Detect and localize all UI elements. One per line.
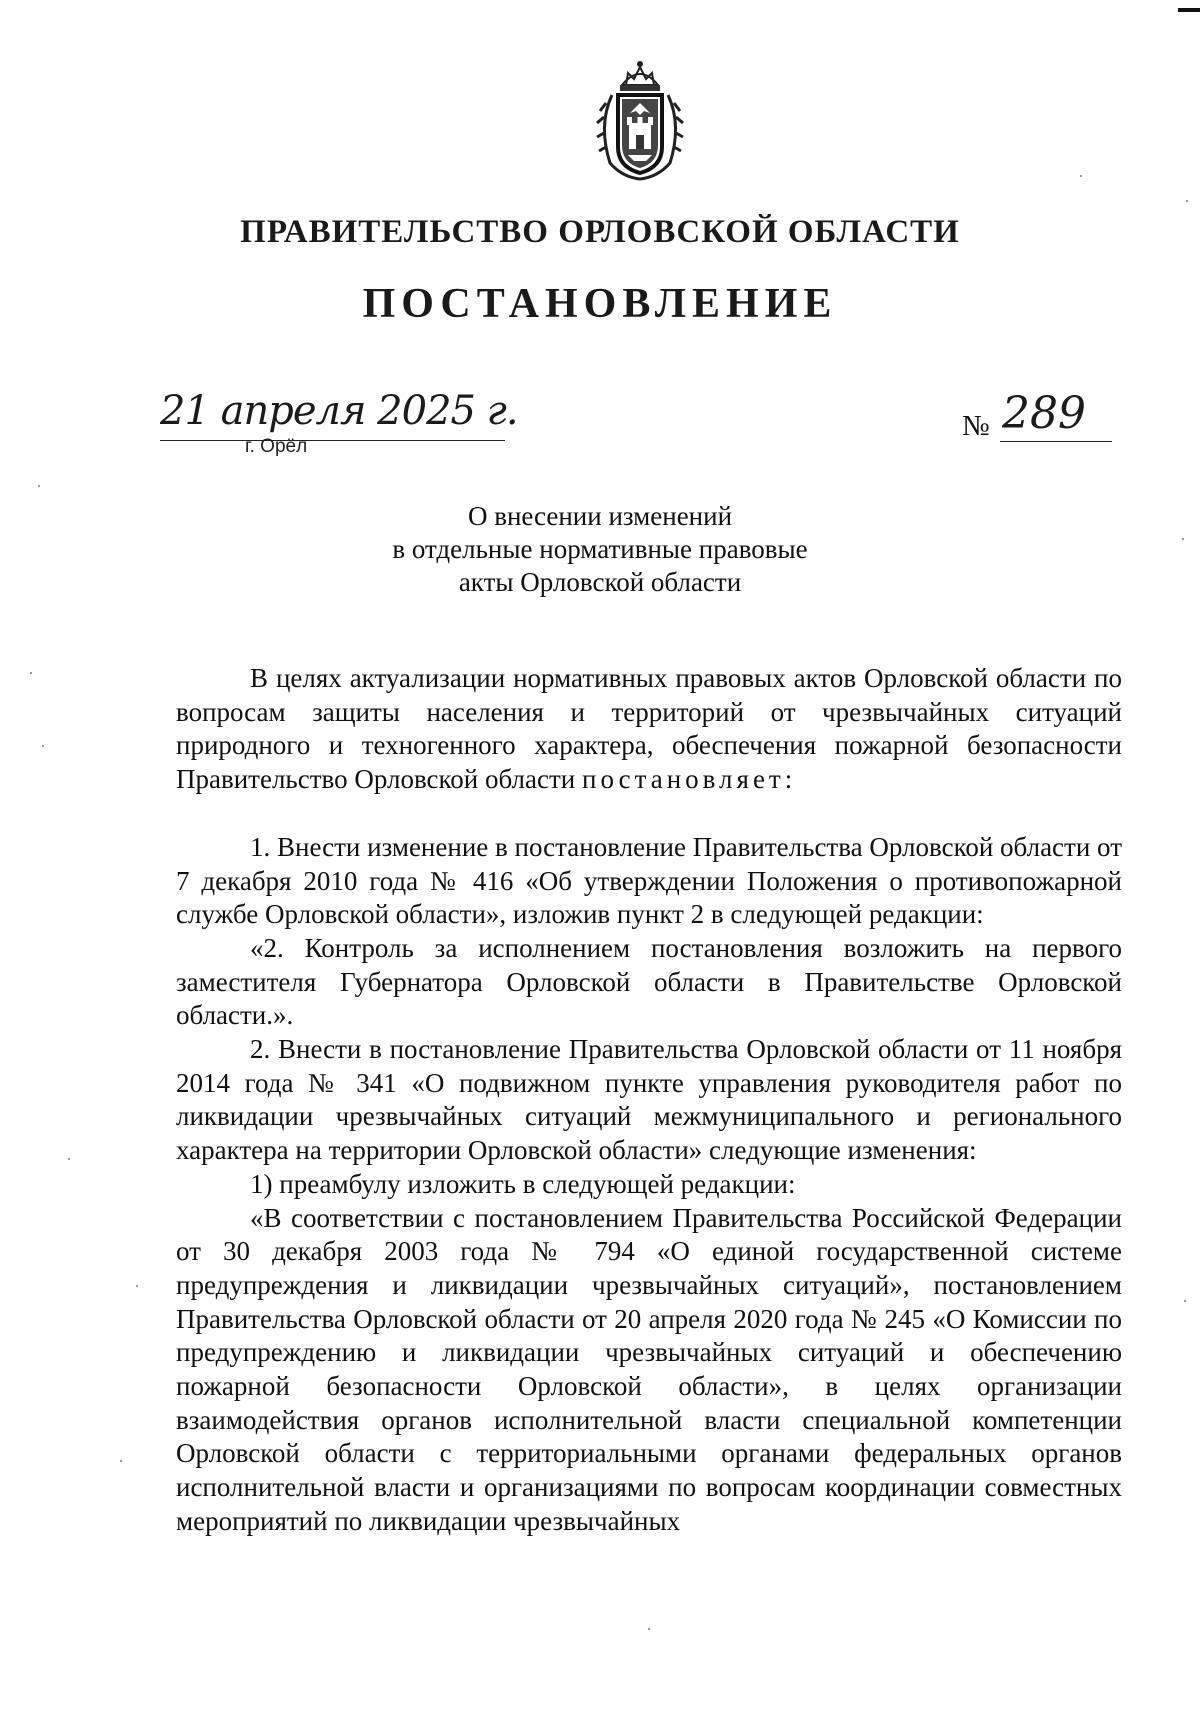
subject-line: О внесении изменений: [467, 501, 733, 531]
orel-region-coat-of-arms-icon: [592, 55, 688, 183]
scan-edge-mark: [1178, 8, 1200, 12]
scan-speck: [136, 1285, 138, 1287]
resolves-word: постановляет:: [582, 764, 797, 795]
number-sign: №: [962, 410, 990, 442]
item-2-quote-paragraph: «В соответствии с постановлением Правительства Российской Федерации от 30 декабря 2003 года № 794 «О единой государственной системе предупреждения и ликвидации чрезвычайных ситуаций», постановлением Правительства Орловской области от 20 апреля 2020 года № 245 «О Комиссии по предупреждению и ликвидации чрезвычайных ситуаций и обеспечению пожарной безопасности Орловской области», в целях организации взаимодействия органов исполнительной власти специальной компетенции Орловской области с территориальными органами федеральных органов исполнительной власти и организациями по вопросам координации совместных мероприятий по ликвидации чрезвычайных: [176, 1202, 1122, 1536]
item-2-subitem-1-paragraph: 1) преамбулу изложить в следующей редакции:: [250, 1168, 796, 1199]
scan-speck: [30, 672, 32, 674]
scan-speck: [1184, 1300, 1186, 1302]
government-title: ПРАВИТЕЛЬСТВО ОРЛОВСКОЙ ОБЛАСТИ: [240, 214, 960, 250]
item-2-paragraph: 2. Внести в постановление Правительства Орловской области от 11 ноября 2014 года № 341 «О подвижном пункте управления руководителя работ по ликвидации чрезвычайных ситуаций межмуниципального и регионального характера на территории Орловской области» следующие изменения:: [176, 1034, 1122, 1166]
date-underline: [160, 440, 505, 441]
document-body: [176, 662, 1122, 1539]
scan-speck: [68, 1158, 70, 1160]
document-subject: [300, 500, 900, 599]
handwritten-date: 21 апреля 2025 г.: [160, 388, 518, 434]
scan-speck: [1186, 200, 1188, 202]
scan-speck: [648, 1628, 650, 1630]
item-1-paragraph: 1. Внести изменение в постановление Правительства Орловской области от 7 декабря 2010 года № 416 «Об утверждении Положения о противопожарной службе Орловской области», изложив пункт 2 в следующей редакции:: [176, 831, 1122, 930]
scan-speck: [1182, 538, 1184, 540]
scan-speck: [120, 1460, 122, 1462]
subject-line: акты Орловской области: [458, 567, 742, 597]
scan-speck: [42, 745, 44, 747]
item-1-quote-paragraph: «2. Контроль за исполнением постановления возложить на первого заместителя Губернатора Орловской области в Правительстве Орловской области.».: [176, 932, 1122, 1031]
paragraph-gap: [176, 797, 1122, 831]
handwritten-number: 289: [1002, 388, 1086, 439]
subject-line: в отдельные нормативные правовые: [392, 534, 808, 564]
preamble-text: В целях актуализации нормативных правовых актов Орловской области по вопросам защиты населения и территорий от чрезвычайных ситуаций природного и техногенного характера, обеспечения пожарной безопасности Правительство Орловской области: [176, 663, 1122, 795]
city-label: г. Орёл: [245, 436, 308, 457]
scan-speck: [38, 485, 40, 487]
scan-speck: [1080, 175, 1082, 177]
number-underline: [1000, 441, 1112, 442]
document-type-title: ПОСТАНОВЛЕНИЕ: [362, 281, 838, 327]
preamble-paragraph: [176, 662, 1122, 797]
